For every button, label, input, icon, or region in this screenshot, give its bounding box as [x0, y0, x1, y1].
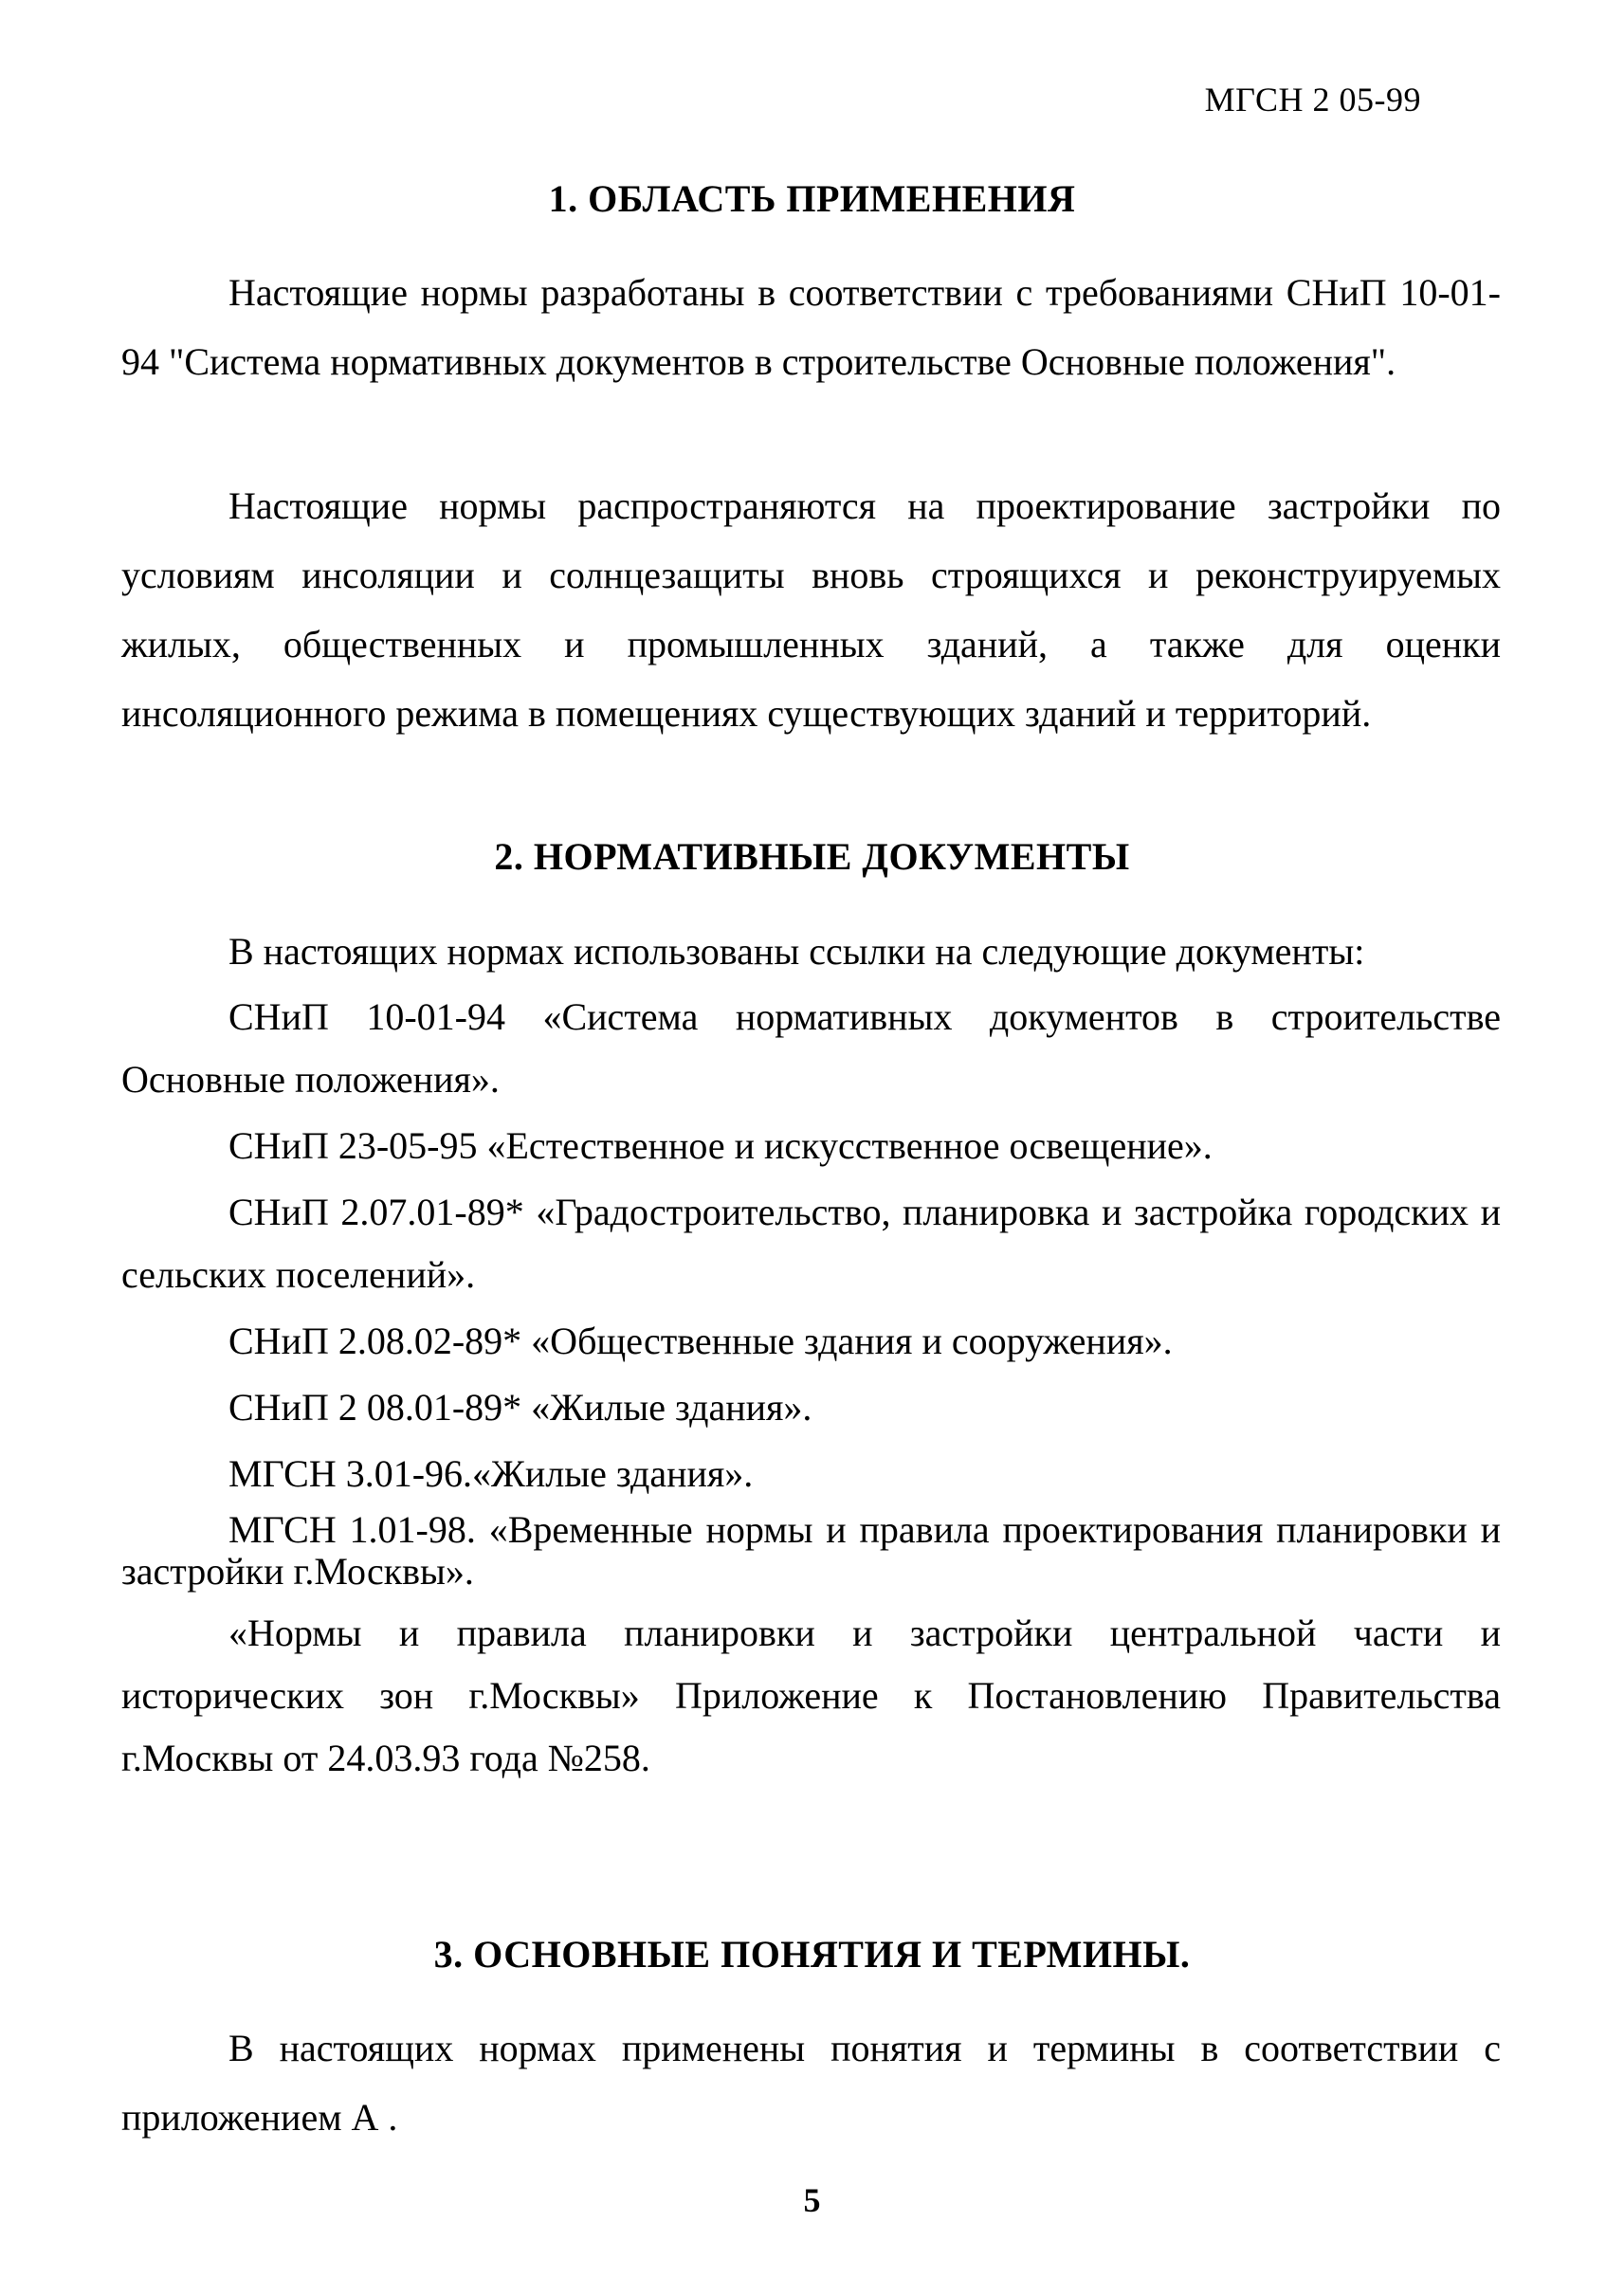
references-intro: В настоящих нормах использованы ссылки на следующие документы:: [228, 930, 1365, 973]
section-2-heading: 2. НОРМАТИВНЫЕ ДОКУМЕНТЫ: [494, 835, 1130, 878]
reference-item: СНиП 10-01-94 «Система нормативных документов в строительстве Основные положения».: [121, 995, 1501, 1101]
references-list: [121, 918, 1501, 1794]
section-1-paragraph-2: Настоящие нормы распространяются на проектирование застройки по условиям инсоляции и солнцезащиты вновь строящихся и реконструируемых жилых, общественных и промышленных зданий, а также для оценки инсоляционного режима в помещениях существующих зданий и территорий.: [121, 484, 1501, 735]
document-code: МГСН 2 05-99: [1204, 81, 1421, 118]
section-3-paragraph: В настоящих нормах применены понятия и термины в соответствии с приложением А .: [121, 2027, 1501, 2139]
page-number: 5: [803, 2181, 821, 2219]
section-1-paragraph-1: Настоящие нормы разработаны в соответствии с требованиями СНиП 10-01-94 "Система нормативных документов в строительстве Основные положения".: [121, 271, 1501, 383]
reference-item: СНиП 2 08.01-89* «Жилые здания».: [228, 1386, 812, 1429]
reference-item: СНиП 2.08.02-89* «Общественные здания и сооружения».: [228, 1320, 1173, 1362]
reference-item: СНиП 23-05-95 «Естественное и искусственное освещение».: [228, 1124, 1213, 1167]
reference-item: МГСН 3.01-96.«Жилые здания».: [228, 1452, 754, 1495]
reference-item: МГСН 1.01-98. «Временные нормы и правила проектирования планировки и застройки г.Москвы».: [121, 1508, 1501, 1593]
reference-item: СНиП 2.07.01-89* «Градостроительство, планировка и застройка городских и сельских поселений».: [121, 1191, 1501, 1296]
reference-item: «Нормы и правила планировки и застройки центральной части и исторических зон г.Москвы» Приложение к Постановлению Правительства г.Москвы от 24.03.93 года №258.: [121, 1612, 1501, 1779]
section-3-heading: 3. ОСНОВНЫЕ ПОНЯТИЯ И ТЕРМИНЫ.: [433, 1933, 1191, 1976]
section-1-heading: 1. ОБЛАСТЬ ПРИМЕНЕНИЯ: [548, 177, 1076, 220]
